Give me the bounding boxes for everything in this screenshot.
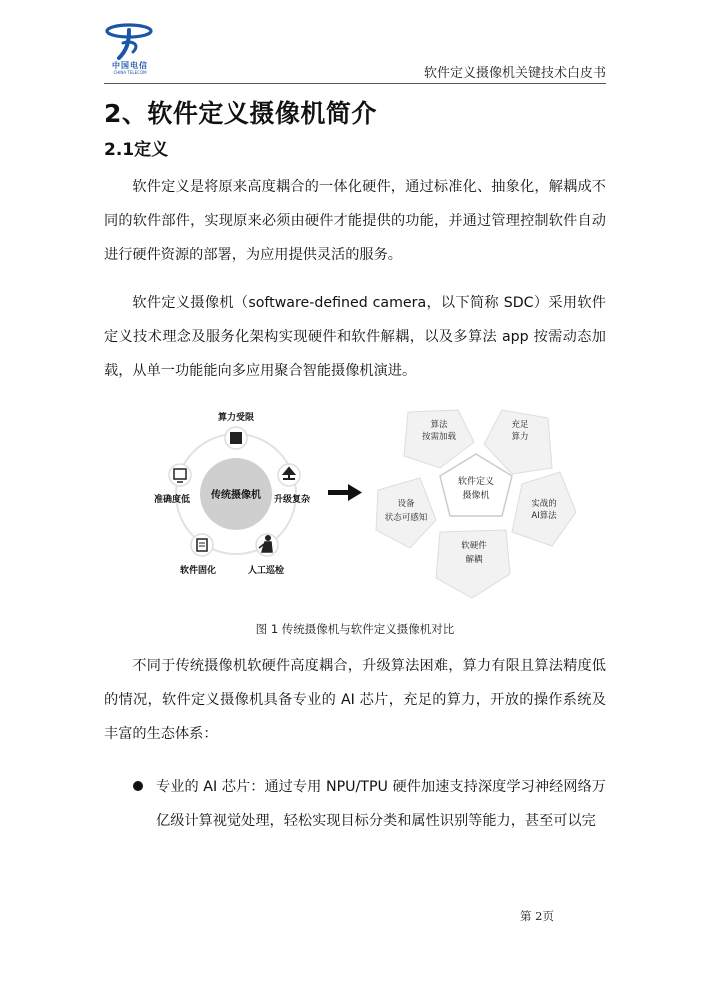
- petal-label-compute-2: 算力: [511, 432, 529, 442]
- logo-chinese-text: 中国电信: [112, 61, 148, 70]
- petal-label-ai-1: 实战的: [531, 499, 557, 509]
- petal-label-ai-2: AI算法: [531, 511, 557, 521]
- right-arrow-icon: [328, 484, 362, 501]
- sdc-center: [440, 454, 512, 516]
- comparison-diagram: [140, 402, 620, 608]
- petal-practical-ai: [512, 472, 576, 546]
- petal-decoupling: [436, 530, 510, 598]
- node-label-inspection: 人工巡检: [247, 566, 285, 576]
- node-compute-limited: [218, 411, 254, 449]
- chip-icon: [230, 432, 242, 444]
- paragraph-sdc: 软件定义摄像机（software-defined camera，以下简称 SDC）采用软件定义技术理念及服务化架构实现硬件和软件解耦，以及多算法 app 按需动态加载，从单一功能能向多应用聚合智能摄像机演进。: [104, 295, 606, 379]
- document-title: 软件定义摄像机关键技术白皮书: [423, 66, 606, 81]
- node-software-fixed: [180, 534, 216, 576]
- petal-label-status-1: 设备: [397, 499, 415, 509]
- sdc-center-label-2: 摄像机: [462, 491, 490, 501]
- petal-label-decouple-2: 解耦: [465, 555, 483, 565]
- petal-algorithm-on-demand: [404, 410, 474, 468]
- worker-icon: [265, 535, 271, 541]
- node-manual-inspection: [248, 534, 285, 576]
- node-upgrade-complex: [274, 464, 310, 505]
- petal-device-status: [376, 478, 436, 548]
- section-title: 2、软件定义摄像机简介: [104, 99, 377, 128]
- figure-caption: 图 1 传统摄像机与软件定义摄像机对比: [255, 622, 455, 636]
- header-divider: [104, 83, 606, 84]
- petal-label-compute-1: 充足: [511, 420, 529, 430]
- petal-label-algorithm-1: 算法: [430, 420, 448, 430]
- petal-label-algorithm-2: 按需加载: [421, 432, 457, 442]
- petal-label-status-2: 状态可感知: [384, 513, 428, 523]
- sdc-center-label-1: 软件定义: [457, 477, 495, 487]
- paragraph-comparison: 不同于传统摄像机软硬件高度耦合，升级算法困难，算力有限且算法精度低的情况，软件定义摄像机具备专业的 AI 芯片，充足的算力，开放的操作系统及丰富的生态体系：: [104, 658, 606, 742]
- petal-label-decouple-1: 软硬件: [461, 541, 487, 551]
- node-label-software: 软件固化: [179, 566, 217, 576]
- paragraph-definition: 软件定义是将原来高度耦合的一体化硬件，通过标准化、抽象化，解耦成不同的软件部件，实现原来必须由硬件才能提供的功能，并通过管理控制软件自动进行硬件资源的部署，为应用提供灵活的服务。: [104, 179, 606, 263]
- node-label-compute: 算力受限: [217, 413, 255, 423]
- subsection-title: 2.1定义: [104, 140, 169, 160]
- bullet-ai-chip: 专业的 AI 芯片：通过专用 NPU/TPU 硬件加速支持深度学习神经网络万亿级计算视觉处理，轻松实现目标分类和属性识别等能力，甚至可以完: [156, 779, 606, 829]
- telecom-logo-icon: [103, 22, 155, 62]
- node-label-accuracy: 准确度低: [153, 495, 191, 505]
- node-low-accuracy: [154, 464, 191, 505]
- node-label-upgrade: 升级复杂: [273, 495, 311, 505]
- traditional-center-label: 传统摄像机: [211, 490, 261, 501]
- page-number: 第 2页: [520, 909, 554, 923]
- bullet-dot-icon: [133, 781, 143, 791]
- logo-english-text: CHINA TELECOM: [113, 70, 147, 75]
- comparison-figure: [140, 402, 620, 608]
